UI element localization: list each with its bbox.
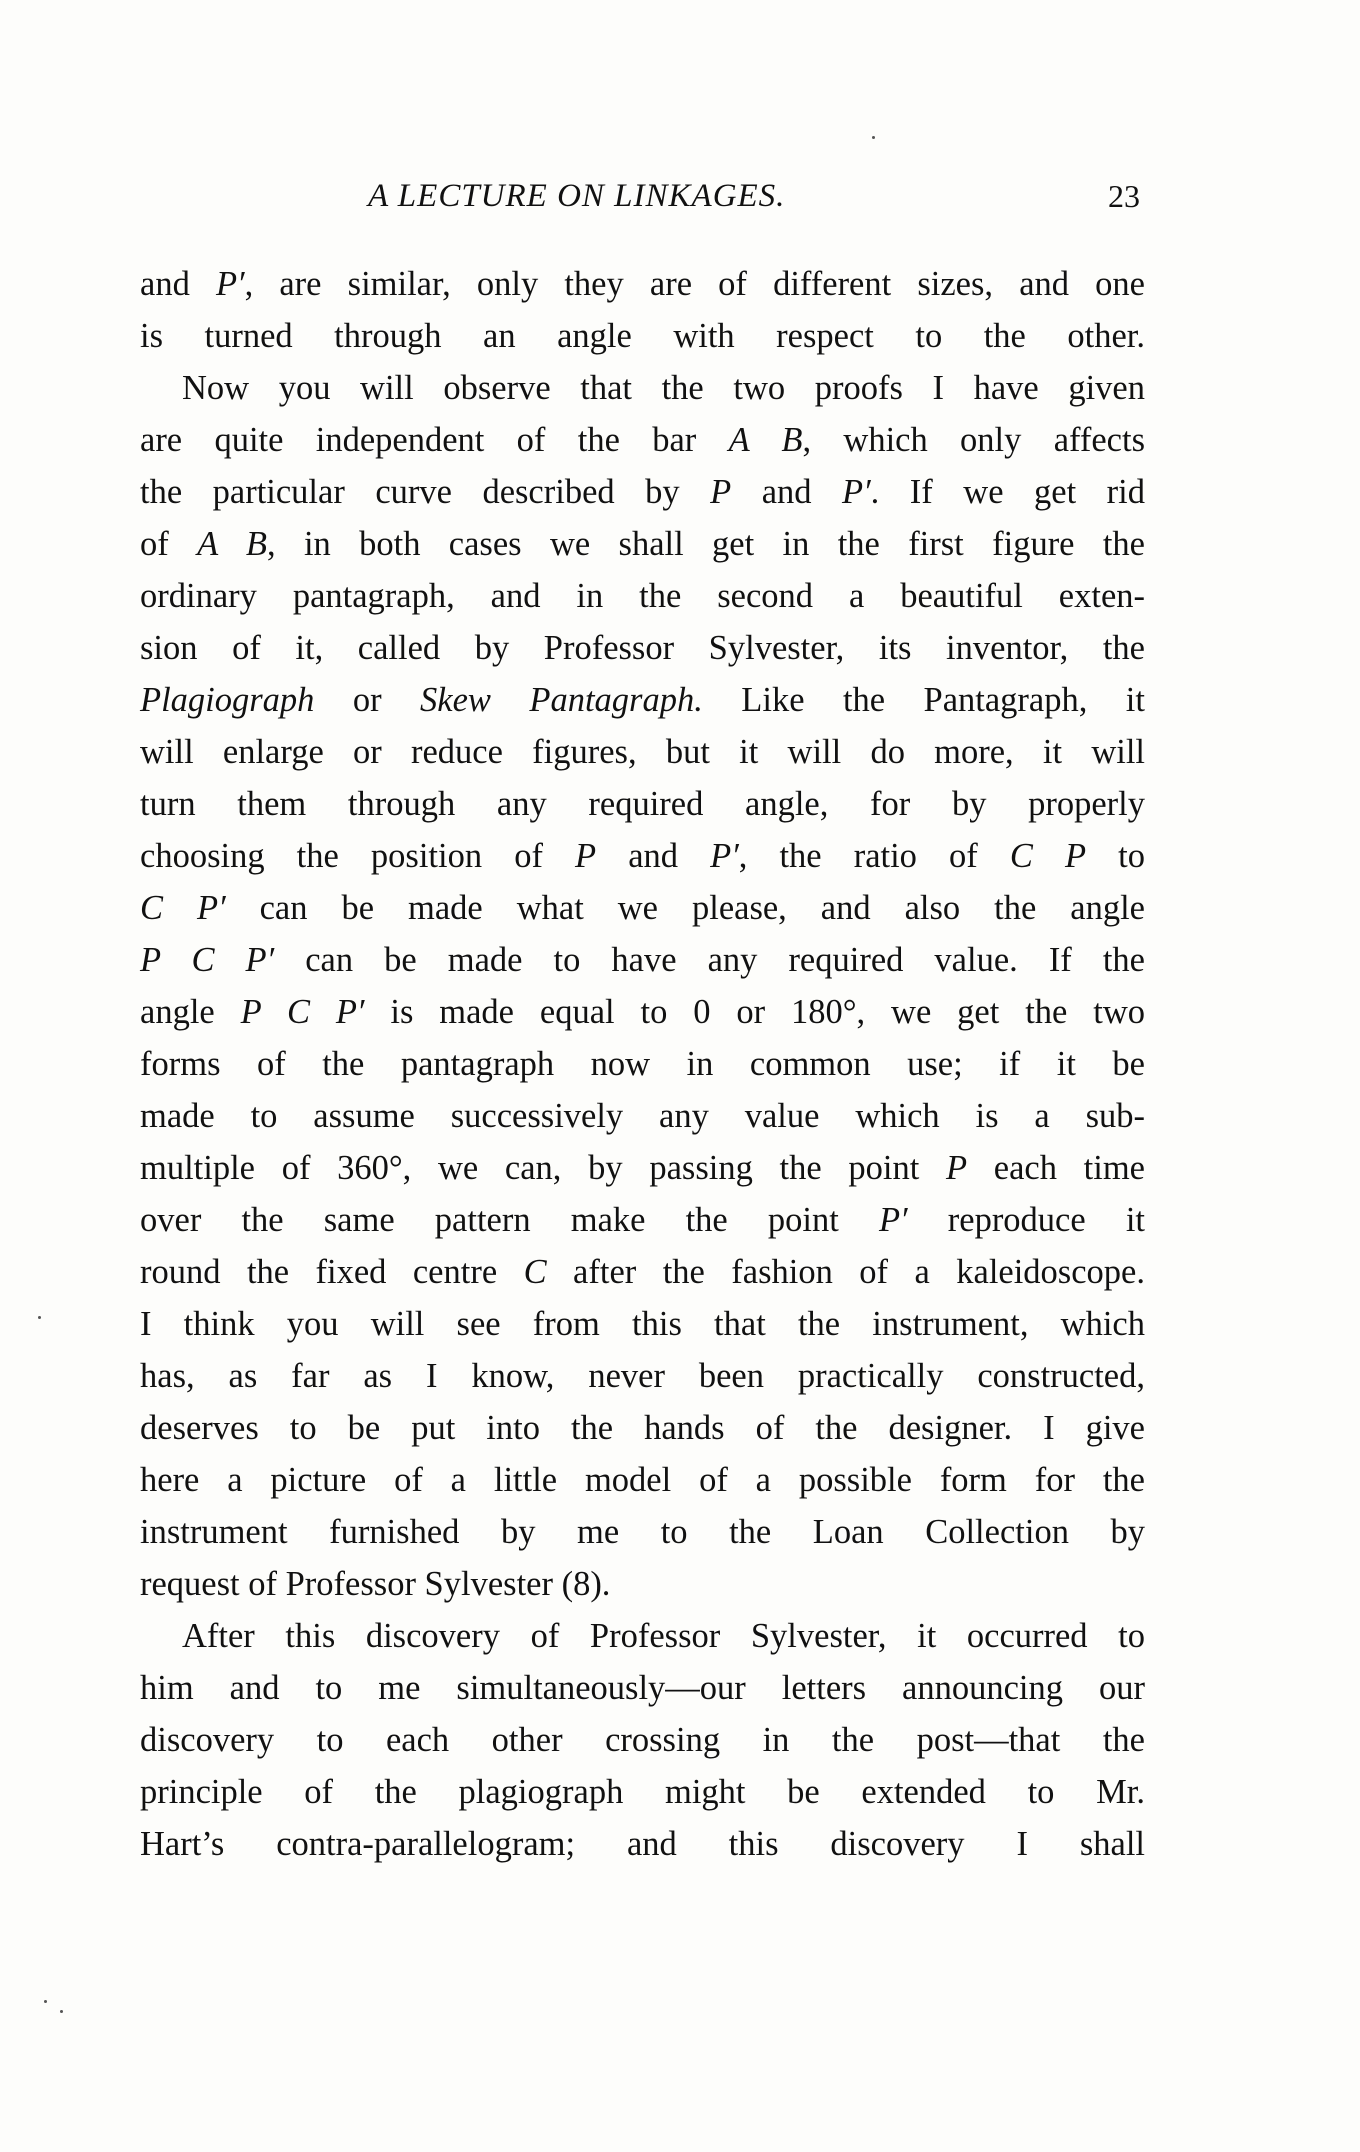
- text-line: [140, 1558, 1145, 1610]
- text-run: and: [140, 265, 216, 303]
- text-line: [140, 986, 1145, 1038]
- italic-text: P′: [710, 837, 739, 875]
- text-run: will enlarge or reduce figures, but it will do more, it will: [140, 733, 1145, 771]
- italic-text: Skew Pantagraph.: [420, 681, 703, 719]
- text-run: , the ratio of: [738, 837, 1010, 875]
- text-run: is turned through an angle with respect to the other.: [140, 317, 1145, 355]
- text-line: [140, 1246, 1145, 1298]
- italic-text: Plagiograph: [140, 681, 315, 719]
- body-text: [140, 258, 1145, 1870]
- italic-text: C: [523, 1253, 547, 1291]
- scan-speck: [44, 2000, 47, 2003]
- text-line: [140, 934, 1145, 986]
- text-run: multiple of 360°, we can, by passing the point: [140, 1149, 946, 1187]
- text-run: request of Professor Sylvester (8).: [140, 1565, 611, 1603]
- text-line: [140, 882, 1145, 934]
- text-run: and: [731, 473, 843, 511]
- italic-text: P: [710, 473, 732, 511]
- running-title: A LECTURE ON LINKAGES.: [368, 178, 786, 214]
- text-line: [140, 414, 1145, 466]
- text-run: angle: [140, 993, 241, 1031]
- text-run: are quite independent of the bar: [140, 421, 729, 459]
- text-line: [140, 830, 1145, 882]
- text-line: [140, 1818, 1145, 1870]
- text-run: . If we get rid: [870, 473, 1145, 511]
- text-line: [140, 1766, 1145, 1818]
- italic-text: P: [946, 1149, 968, 1187]
- text-line: [140, 1610, 1145, 1662]
- text-run: forms of the pantagraph now in common use; if it be: [140, 1045, 1145, 1083]
- text-run: , in both cases we shall get in the first figure the: [266, 525, 1145, 563]
- text-line: [140, 362, 1145, 414]
- text-line: [140, 570, 1145, 622]
- text-run: after the fashion of a kaleidoscope.: [546, 1253, 1145, 1291]
- text-run: reproduce it: [907, 1201, 1146, 1239]
- text-line: [140, 1298, 1145, 1350]
- italic-text: P′: [215, 265, 245, 303]
- text-line: [140, 1662, 1145, 1714]
- page-header: [140, 178, 1140, 228]
- italic-text: A B: [728, 421, 803, 459]
- text-line: [140, 1350, 1145, 1402]
- text-run: , are similar, only they are of different sizes, and one: [244, 265, 1145, 303]
- text-run: or: [314, 681, 421, 719]
- paragraph: [140, 258, 1145, 362]
- paragraph: [140, 1610, 1145, 1870]
- italic-text: C P′: [140, 889, 226, 927]
- text-line: [140, 674, 1145, 726]
- text-run: Now you will observe that the two proofs I have given: [182, 369, 1145, 407]
- text-run: is made equal to 0 or 180°, we get the two: [364, 993, 1145, 1031]
- text-run: I think you will see from this that the instrument, which: [140, 1305, 1145, 1343]
- scan-speck: [38, 1316, 41, 1319]
- text-run: principle of the plagiograph might be extended to Mr.: [140, 1773, 1145, 1811]
- text-run: made to assume successively any value which is a sub-: [140, 1097, 1145, 1135]
- text-run: Like the Pantagraph, it: [702, 681, 1145, 719]
- text-run: choosing the position of: [140, 837, 576, 875]
- text-run: the particular curve described by: [140, 473, 711, 511]
- text-line: [140, 1090, 1145, 1142]
- text-run: , which only affects: [802, 421, 1146, 459]
- scan-speck: [872, 136, 875, 139]
- text-line: [140, 1194, 1145, 1246]
- italic-text: A B: [197, 525, 267, 563]
- text-run: deserves to be put into the hands of the designer. I give: [140, 1409, 1145, 1447]
- text-run: of: [140, 525, 198, 563]
- text-run: him and to me simultaneously—our letters announcing our: [140, 1669, 1145, 1707]
- text-run: discovery to each other crossing in the post—that the: [140, 1721, 1145, 1759]
- text-run: can be made what we please, and also the angle: [225, 889, 1145, 927]
- text-run: ordinary pantagraph, and in the second a beautiful exten-: [140, 577, 1145, 615]
- italic-text: P′: [878, 1201, 908, 1239]
- text-run: each time: [967, 1149, 1145, 1187]
- text-run: over the same pattern make the point: [140, 1201, 879, 1239]
- text-run: can be made to have any required value. If the: [274, 941, 1145, 979]
- text-line: [140, 726, 1145, 778]
- text-line: [140, 1142, 1145, 1194]
- text-run: and: [596, 837, 711, 875]
- text-run: round the fixed centre: [140, 1253, 524, 1291]
- text-line: [140, 1454, 1145, 1506]
- italic-text: P: [575, 837, 597, 875]
- scan-speck: [60, 2010, 63, 2013]
- text-line: [140, 1506, 1145, 1558]
- text-line: [140, 1402, 1145, 1454]
- text-run: Hart’s contra-parallelogram; and this discovery I shall: [140, 1825, 1145, 1863]
- text-line: [140, 1714, 1145, 1766]
- text-run: sion of it, called by Professor Sylvester, its inventor, the: [140, 629, 1145, 667]
- text-run: instrument furnished by me to the Loan Collection by: [140, 1513, 1145, 1551]
- text-run: turn them through any required angle, for by properly: [140, 785, 1145, 823]
- text-line: [140, 466, 1145, 518]
- text-line: [140, 622, 1145, 674]
- text-line: [140, 310, 1145, 362]
- italic-text: P′: [842, 473, 871, 511]
- text-run: has, as far as I know, never been practically constructed,: [140, 1357, 1145, 1395]
- text-line: [140, 1038, 1145, 1090]
- text-run: to: [1086, 837, 1145, 875]
- text-line: [140, 258, 1145, 310]
- italic-text: P C P′: [240, 993, 365, 1031]
- italic-text: C P: [1009, 837, 1087, 875]
- text-run: After this discovery of Professor Sylvester, it occurred to: [182, 1617, 1145, 1655]
- text-line: [140, 518, 1145, 570]
- italic-text: P C P′: [140, 941, 275, 979]
- text-run: here a picture of a little model of a possible form for the: [140, 1461, 1145, 1499]
- paragraph: [140, 362, 1145, 1610]
- text-line: [140, 778, 1145, 830]
- page-number: 23: [1108, 178, 1140, 214]
